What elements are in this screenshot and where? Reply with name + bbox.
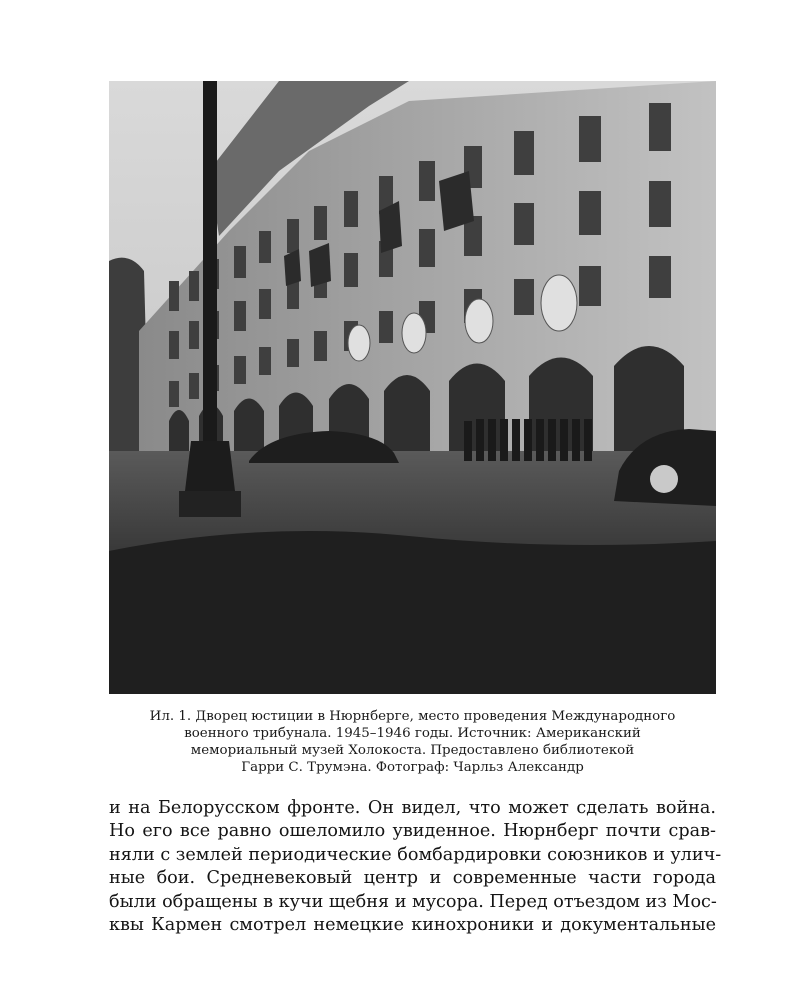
caption-line-2: военного трибунала. 1945–1946 годы. Источник: Американский [184, 726, 641, 741]
figure-caption [109, 708, 716, 776]
caption-line-4: Гарри С. Трумэна. Фотограф: Чарльз Александр [241, 760, 584, 775]
body-line-6: квы Кармен смотрел немецкие кинохроники и документальные [109, 915, 716, 936]
body-line-3: няли с землей периодические бомбардировки союзников и улич- [109, 844, 722, 865]
body-paragraph [109, 797, 722, 937]
palace-of-justice-photo-icon [109, 81, 716, 694]
body-line-4: ные бои. Средневековый центр и современные части города [109, 868, 716, 889]
figure-photo [109, 81, 716, 694]
caption-line-3: мемориальный музей Холокоста. Предоставлено библиотекой [190, 743, 635, 758]
caption-line-1: Ил. 1. Дворец юстиции в Нюрнберге, место проведения Международного [149, 709, 676, 724]
body-line-2: Но его все равно ошеломило увиденное. Нюрнберг почти срав- [109, 821, 716, 842]
body-line-5: были обращены в кучи щебня и мусора. Перед отъездом из Мос- [109, 891, 717, 912]
body-line-1: и на Белорусском фронте. Он видел, что может сделать война. [109, 798, 716, 818]
